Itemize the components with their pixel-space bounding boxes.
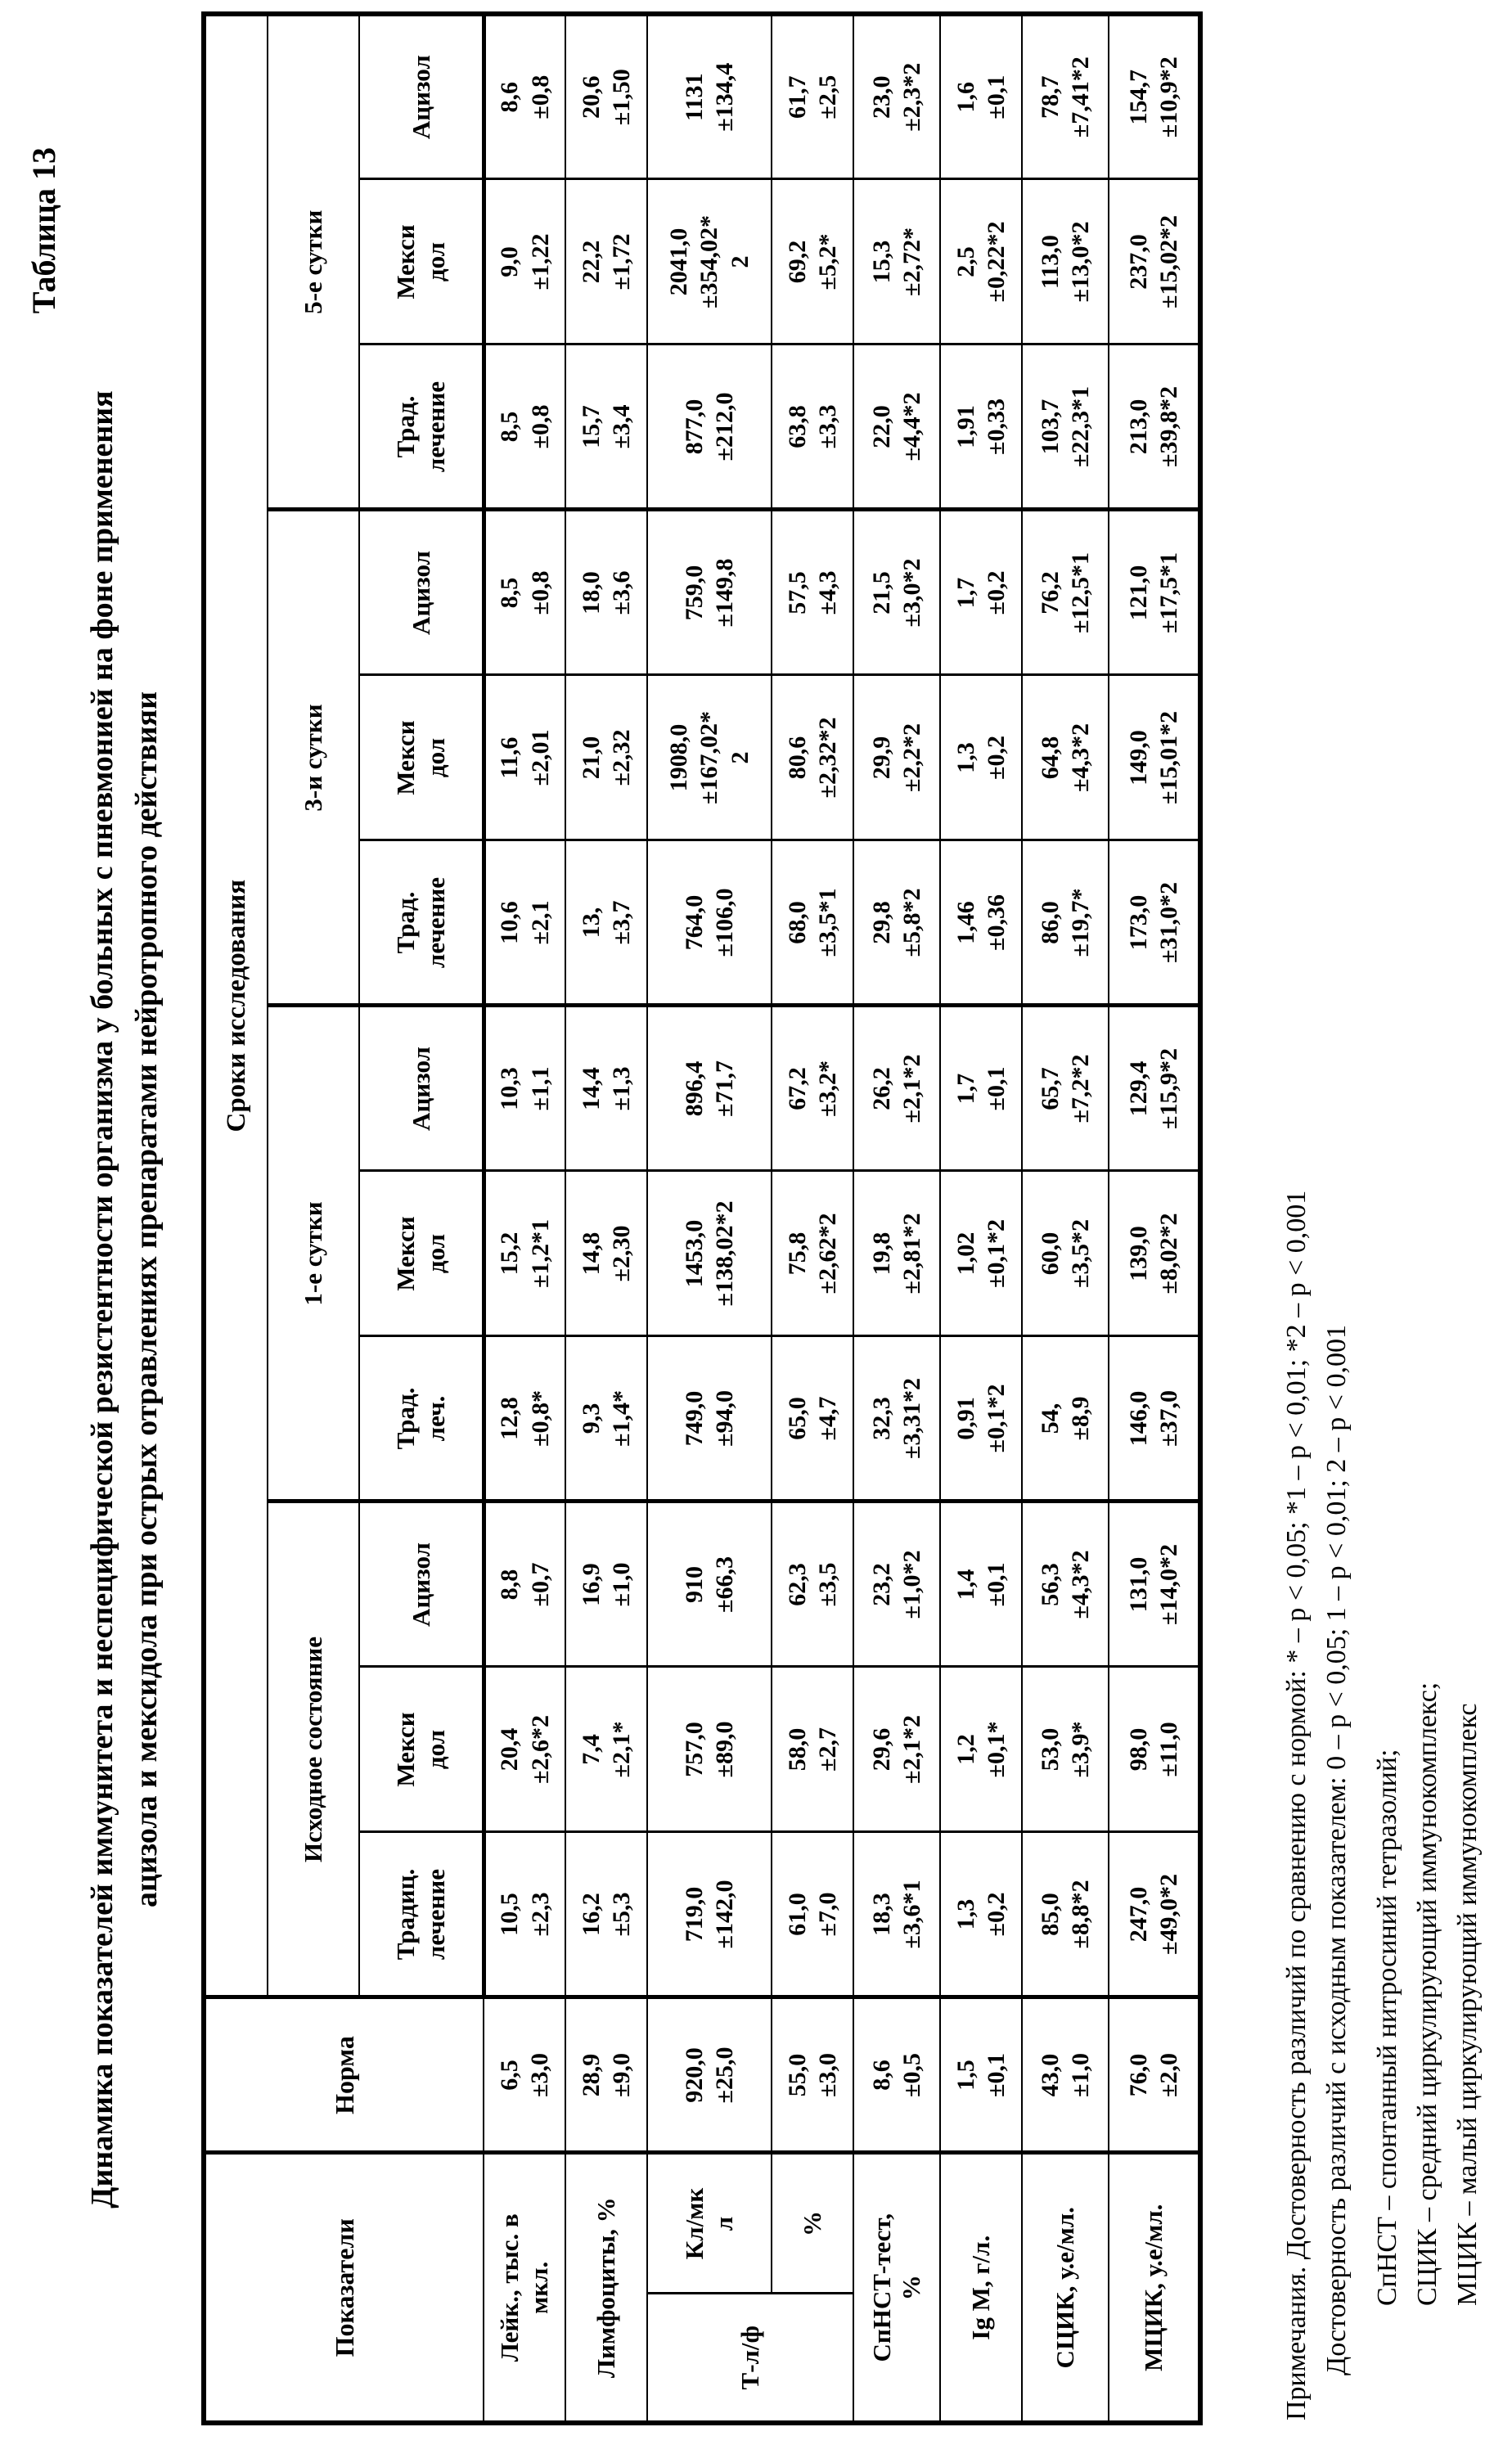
value-cell-2-11: 1131 ±134,4 bbox=[647, 14, 772, 179]
value-cell-2-7: 1908,0 ±167,02* 2 bbox=[647, 675, 772, 840]
col-header-norma: Норма bbox=[204, 1997, 484, 2153]
value-cell-1-4: 14,8 ±2,30 bbox=[565, 1171, 647, 1336]
value-cell-0-10: 9,0 ±1,22 bbox=[484, 179, 565, 344]
table-number: Таблица 13 bbox=[25, 147, 62, 314]
value-cell-1-9: 15,7 ±3,4 bbox=[565, 344, 647, 510]
value-cell-4-8: 21,5 ±3,0*2 bbox=[853, 510, 940, 675]
treatment-header-0-2: Ацизол bbox=[359, 1502, 484, 1667]
row-sublabel-2: Кл/мк л bbox=[647, 2153, 772, 2294]
period-header-3: 5-е сутки bbox=[268, 14, 359, 510]
norma-cell-5: 1,5 ±0,1 bbox=[940, 1997, 1022, 2153]
value-cell-3-6: 68,0 ±3,5*1 bbox=[772, 840, 853, 1006]
row-label-7: МЦИК, у.е/мл. bbox=[1109, 2153, 1200, 2423]
value-cell-0-2: 8,8 ±0,7 bbox=[484, 1502, 565, 1667]
norma-cell-0: 6,5 ±3,0 bbox=[484, 1997, 565, 2153]
treatment-header-1-1: Мекси дол bbox=[359, 1171, 484, 1336]
value-cell-7-10: 237,0 ±15,02*2 bbox=[1109, 179, 1200, 344]
value-cell-5-7: 1,3 ±0,2 bbox=[940, 675, 1022, 840]
value-cell-2-5: 896,4 ±71,7 bbox=[647, 1006, 772, 1171]
value-cell-7-0: 247,0 ±49,0*2 bbox=[1109, 1832, 1200, 1997]
norma-cell-3: 55,0 ±3,0 bbox=[772, 1997, 853, 2153]
row-sublabel-3: % bbox=[772, 2153, 853, 2294]
value-cell-6-8: 76,2 ±12,5*1 bbox=[1022, 510, 1109, 675]
treatment-header-2-2: Ацизол bbox=[359, 510, 484, 675]
col-header-pokazateli: Показатели bbox=[204, 2153, 484, 2423]
value-cell-5-8: 1,7 ±0,2 bbox=[940, 510, 1022, 675]
value-cell-2-10: 2041,0 ±354,02* 2 bbox=[647, 179, 772, 344]
value-cell-0-0: 10,5 ±2,3 bbox=[484, 1832, 565, 1997]
row-label-2: Т-л/ф bbox=[647, 2294, 853, 2423]
value-cell-6-11: 78,7 ±7,41*2 bbox=[1022, 14, 1109, 179]
value-cell-2-8: 759,0 ±149,8 bbox=[647, 510, 772, 675]
treatment-header-3-0: Трад. лечение bbox=[359, 344, 484, 510]
value-cell-7-3: 146,0 ±37,0 bbox=[1109, 1336, 1200, 1502]
value-cell-0-6: 10,6 ±2,1 bbox=[484, 840, 565, 1006]
value-cell-4-3: 32,3 ±3,31*2 bbox=[853, 1336, 940, 1502]
note-line-3: СпНСТ – спонтанный нитросиний тетразолий; bbox=[1372, 1749, 1402, 2306]
value-cell-5-2: 1,4 ±0,1 bbox=[940, 1502, 1022, 1667]
norma-cell-1: 28,9 ±9,0 bbox=[565, 1997, 647, 2153]
value-cell-2-4: 1453,0 ±138,02*2 bbox=[647, 1171, 772, 1336]
row-label-5: Ig M, г/л. bbox=[940, 2153, 1022, 2423]
value-cell-2-2: 910 ±66,3 bbox=[647, 1502, 772, 1667]
value-cell-0-11: 8,6 ±0,8 bbox=[484, 14, 565, 179]
value-cell-5-4: 1,02 ±0,1*2 bbox=[940, 1171, 1022, 1336]
col-header-sroki: Сроки исследования bbox=[204, 14, 268, 1997]
value-cell-2-0: 719,0 ±142,0 bbox=[647, 1832, 772, 1997]
table-row-4 bbox=[853, 14, 940, 2423]
value-cell-2-6: 764,0 ±106,0 bbox=[647, 840, 772, 1006]
table-head bbox=[204, 14, 484, 2423]
value-cell-1-6: 13, ±3,7 bbox=[565, 840, 647, 1006]
value-cell-2-9: 877,0 ±212,0 bbox=[647, 344, 772, 510]
value-cell-3-1: 58,0 ±2,7 bbox=[772, 1667, 853, 1832]
value-cell-4-9: 22,0 ±4,4*2 bbox=[853, 344, 940, 510]
value-cell-3-4: 75,8 ±2,62*2 bbox=[772, 1171, 853, 1336]
value-cell-0-3: 12,8 ±0,8* bbox=[484, 1336, 565, 1502]
treatment-header-1-2: Ацизол bbox=[359, 1006, 484, 1171]
table-body bbox=[484, 14, 1200, 2423]
value-cell-7-8: 121,0 ±17,5*1 bbox=[1109, 510, 1200, 675]
value-cell-1-11: 20,6 ±1,50 bbox=[565, 14, 647, 179]
value-cell-1-5: 14,4 ±1,3 bbox=[565, 1006, 647, 1171]
row-label-6: СЦИК, у.е/мл. bbox=[1022, 2153, 1109, 2423]
value-cell-5-1: 1,2 ±0,1* bbox=[940, 1667, 1022, 1832]
norma-cell-4: 8,6 ±0,5 bbox=[853, 1997, 940, 2153]
period-header-0: Исходное состояние bbox=[268, 1502, 359, 1997]
value-cell-3-3: 65,0 ±4,7 bbox=[772, 1336, 853, 1502]
value-cell-1-3: 9,3 ±1,4* bbox=[565, 1336, 647, 1502]
value-cell-7-2: 131,0 ±14,0*2 bbox=[1109, 1502, 1200, 1667]
value-cell-4-1: 29,6 ±2,1*2 bbox=[853, 1667, 940, 1832]
note-line-4: СЦИК – средний циркулирующий иммунокомплекс; bbox=[1412, 1682, 1442, 2306]
period-header-2: 3-и сутки bbox=[268, 510, 359, 1006]
table-row-0 bbox=[484, 14, 565, 2423]
value-cell-0-8: 8,5 ±0,8 bbox=[484, 510, 565, 675]
value-cell-7-11: 154,7 ±10,9*2 bbox=[1109, 14, 1200, 179]
value-cell-1-7: 21,0 ±2,32 bbox=[565, 675, 647, 840]
period-header-1: 1-е сутки bbox=[268, 1006, 359, 1502]
header-row-1 bbox=[204, 14, 268, 2423]
note-line-2: Достоверность различий с исходным показателем: 0 – p < 0,05; 1 – p < 0,01; 2 – p < 0,001 bbox=[1321, 1325, 1352, 2375]
norma-cell-6: 43,0 ±1,0 bbox=[1022, 1997, 1109, 2153]
value-cell-5-10: 2,5 ±0,22*2 bbox=[940, 179, 1022, 344]
value-cell-5-0: 1,3 ±0,2 bbox=[940, 1832, 1022, 1997]
value-cell-1-8: 18,0 ±3,6 bbox=[565, 510, 647, 675]
treatment-header-0-1: Мекси дол bbox=[359, 1667, 484, 1832]
value-cell-5-5: 1,7 ±0,1 bbox=[940, 1006, 1022, 1171]
value-cell-0-9: 8,5 ±0,8 bbox=[484, 344, 565, 510]
value-cell-1-2: 16,9 ±1,0 bbox=[565, 1502, 647, 1667]
table-row-5 bbox=[940, 14, 1022, 2423]
caption-line-1: Динамика показателей иммунитета и неспецифической резистентности организма у больных с пневмонией на фоне применения bbox=[85, 390, 119, 2209]
table-row-2 bbox=[647, 14, 772, 2423]
data-table bbox=[201, 11, 1203, 2425]
value-cell-6-3: 54, ±8,9 bbox=[1022, 1336, 1109, 1502]
table-row-3 bbox=[772, 14, 853, 2423]
value-cell-6-1: 53,0 ±3,9* bbox=[1022, 1667, 1109, 1832]
value-cell-6-5: 65,7 ±7,2*2 bbox=[1022, 1006, 1109, 1171]
value-cell-4-6: 29,8 ±5,8*2 bbox=[853, 840, 940, 1006]
value-cell-2-1: 757,0 ±89,0 bbox=[647, 1667, 772, 1832]
value-cell-4-4: 19,8 ±2,81*2 bbox=[853, 1171, 940, 1336]
value-cell-1-1: 7,4 ±2,1* bbox=[565, 1667, 647, 1832]
value-cell-6-0: 85,0 ±8,8*2 bbox=[1022, 1832, 1109, 1997]
treatment-header-1-0: Трад. леч. bbox=[359, 1336, 484, 1502]
value-cell-6-10: 113,0 ±13,0*2 bbox=[1022, 179, 1109, 344]
value-cell-5-11: 1,6 ±0,1 bbox=[940, 14, 1022, 179]
value-cell-4-5: 26,2 ±2,1*2 bbox=[853, 1006, 940, 1171]
value-cell-3-0: 61,0 ±7,0 bbox=[772, 1832, 853, 1997]
value-cell-5-6: 1,46 ±0,36 bbox=[940, 840, 1022, 1006]
value-cell-3-5: 67,2 ±3,2* bbox=[772, 1006, 853, 1171]
value-cell-4-10: 15,3 ±2,72* bbox=[853, 179, 940, 344]
value-cell-7-9: 213,0 ±39,8*2 bbox=[1109, 344, 1200, 510]
value-cell-0-4: 15,2 ±1,2*1 bbox=[484, 1171, 565, 1336]
value-cell-0-1: 20,4 ±2,6*2 bbox=[484, 1667, 565, 1832]
row-label-0: Лейк., тыс. в мкл. bbox=[484, 2153, 565, 2423]
value-cell-1-0: 16,2 ±5,3 bbox=[565, 1832, 647, 1997]
notes-block bbox=[1276, 23, 1487, 2420]
value-cell-6-9: 103,7 ±22,3*1 bbox=[1022, 344, 1109, 510]
norma-cell-7: 76,0 ±2,0 bbox=[1109, 1997, 1200, 2153]
value-cell-6-4: 60,0 ±3,5*2 bbox=[1022, 1171, 1109, 1336]
value-cell-3-7: 80,6 ±2,32*2 bbox=[772, 675, 853, 840]
value-cell-0-7: 11,6 ±2,01 bbox=[484, 675, 565, 840]
value-cell-6-6: 86,0 ±19,7* bbox=[1022, 840, 1109, 1006]
row-label-4: СпНСТ-тест, % bbox=[853, 2153, 940, 2423]
value-cell-4-2: 23,2 ±1,0*2 bbox=[853, 1502, 940, 1667]
value-cell-4-11: 23,0 ±2,3*2 bbox=[853, 14, 940, 179]
table-row-1 bbox=[565, 14, 647, 2423]
note-line-1: Примечания. Достоверность различий по сравнению с нормой: * – p < 0,05; *1 – p < 0,01; *2 – p < 0,001 bbox=[1281, 1190, 1312, 2420]
value-cell-3-8: 57,5 ±4,3 bbox=[772, 510, 853, 675]
value-cell-4-0: 18,3 ±3,6*1 bbox=[853, 1832, 940, 1997]
value-cell-7-7: 149,0 ±15,01*2 bbox=[1109, 675, 1200, 840]
note-line-5: МЦИК – малый циркулирующий иммунокомплекс bbox=[1452, 1703, 1483, 2306]
treatment-header-2-1: Мекси дол bbox=[359, 675, 484, 840]
value-cell-3-10: 69,2 ±5,2* bbox=[772, 179, 853, 344]
value-cell-0-5: 10,3 ±1,1 bbox=[484, 1006, 565, 1171]
caption-line-2: ацизола и мексидола при острых отравлениях препаратами нейротропного действияи bbox=[129, 691, 164, 1907]
norma-cell-2: 920,0 ±25,0 bbox=[647, 1997, 772, 2153]
treatment-header-3-1: Мекси дол bbox=[359, 179, 484, 344]
table-row-6 bbox=[1022, 14, 1109, 2423]
table-caption bbox=[80, 227, 169, 2371]
value-cell-7-1: 98,0 ±11,0 bbox=[1109, 1667, 1200, 1832]
treatment-header-0-0: Традиц. лечение bbox=[359, 1832, 484, 1997]
value-cell-4-7: 29,9 ±2,2*2 bbox=[853, 675, 940, 840]
value-cell-6-7: 64,8 ±4,3*2 bbox=[1022, 675, 1109, 840]
value-cell-2-3: 749,0 ±94,0 bbox=[647, 1336, 772, 1502]
value-cell-3-9: 63,8 ±3,3 bbox=[772, 344, 853, 510]
value-cell-3-11: 61,7 ±2,5 bbox=[772, 14, 853, 179]
table-row-7 bbox=[1109, 14, 1200, 2423]
value-cell-5-9: 1,91 ±0,33 bbox=[940, 344, 1022, 510]
value-cell-6-2: 56,3 ±4,3*2 bbox=[1022, 1502, 1109, 1667]
value-cell-7-5: 129,4 ±15,9*2 bbox=[1109, 1006, 1200, 1171]
value-cell-3-2: 62,3 ±3,5 bbox=[772, 1502, 853, 1667]
value-cell-7-6: 173,0 ±31,0*2 bbox=[1109, 840, 1200, 1006]
row-label-1: Лимфоциты, % bbox=[565, 2153, 647, 2423]
value-cell-1-10: 22,2 ±1,72 bbox=[565, 179, 647, 344]
treatment-header-3-2: Ацизол bbox=[359, 14, 484, 179]
treatment-header-2-0: Трад. лечение bbox=[359, 840, 484, 1006]
value-cell-5-3: 0,91 ±0,1*2 bbox=[940, 1336, 1022, 1502]
value-cell-7-4: 139,0 ±8,02*2 bbox=[1109, 1171, 1200, 1336]
